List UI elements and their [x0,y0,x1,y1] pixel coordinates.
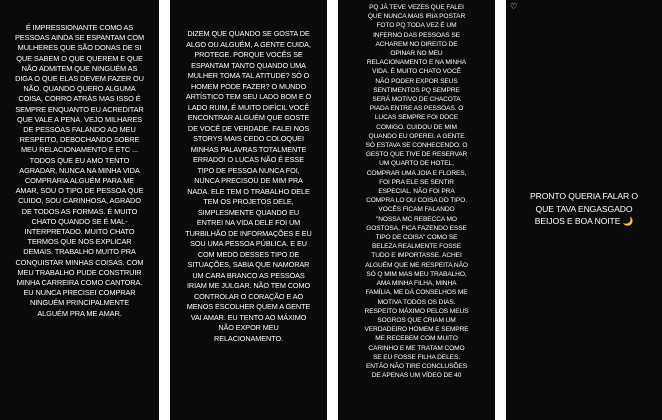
story-panel-1[interactable] [0,0,159,420]
story-text-4: PRONTO QUERIA FALAR O QUE TAVA ENGASGADO BEIJOS E BOA NOITE 🌙 [529,191,639,226]
story-panel-2[interactable] [170,0,327,420]
story-text-3: PQ JÁ TEVE VEZES QUE FALEI QUE NUNCA MAIS IRIA POSTAR FOTO PQ TODA VEZ É UM INFERNO DAS PESSOAS SE ACHAREM NO DIREITO DE OPINAR NO MEU RELACIONAMENTO E NA MINHA VIDA. É MUITO CHATO VOCÊ NÃO PODER EXPOR SEUS SENTIMENTOS PQ SEMPRE SERÁ MOTIVO DE CHACOTA PIADA ENTRE AS PESSOAS. O LUCAS SEMPRE FOI DOCE COMIGO. CUIDOU DE MIM QUANDO EU OPEREI. A GENTE SÓ ESTAVA SE CONHECENDO. O GESTO QUE TIVE DE RESERVAR UM QUARTO DE HOTEL, COMPRAR UMA JOIA E FLORES, FOI PRA ELE SE SENTIR ESPECIAL. NÃO FOI PRA COMPRA LO OU COISA DO TIPO. VOCÊS FICAM FALANDO "NOSSA MC REBECCA MO GOSTOSA, FICA FAZENDO ESSE TIPO DE COISA" COMO SE BELEZA REALMENTE FOSSE TUDO E IMPORTASSE. ACHEI ALGUÉM QUE ME RESPEITA NÃO SÓ Q MIM MAS MEU TRABALHO, AMA MINHA FILHA, MINHA FAMÍLIA, ME DÁ CONSELHOS ME MOTIVA TODOS OS DIAS. RESPEITO MÁXIMO PELOS MEUS SOGROS QUE CRIAM UM VERDADEIRO HOMEM E SEMPRE ME RECEBEM COM MUITO CARINHO E ME TRATAM COMO SE EU FOSSE FILHA DELES. ENTÃO NÃO TIRE CONCLUSÕES DE APENAS UM VÍDEO DE 40 [364,4,469,380]
story-panel-4[interactable] [506,0,662,420]
story-text-2: DIZEM QUE QUANDO SE GOSTA DE ALGO OU ALGUÉM, A GENTE CUIDA, PROTEGE. PORQUE VOCÊS SE ESPANTAM TANTO QUANDO UMA MULHER TOMA TAL ATITUDE? SÓ O HOMEM PODE FAZER? O MUNDO ARTÍSTICO TEM SEU LADO BOM E O LADO RUIM, É MUITO DIFÍCIL VOCÊ ENCONTRAR ALGUÉM QUE GOSTE DE VOCÊ DE VERDADE. FALEI NOS STORYS MAIS CEDO COLOQUEI MINHAS PALAVRAS TOTALMENTE ERRADO! O LUCAS NÃO É ESSE TIPO DE PESSOA NUNCA FOI, NUNCA PRECISOU DE MIM PRA NADA. ELE TEM O TRABALHO DELE TEM OS PROJETOS DELE, SIMPLESMENTE QUANDO EU ENTREI NA VIDA DELE FOI UM TURBILHÃO DE INFORMAÇÕES E EU SOU UMA PESSOA PÚBLICA. E EU COM MEDO DESSES TIPO DE SITUAÇÕES, SABIA QUE NAMORAR UM CARA BRANCO AS PESSOAS IRIAM ME JULGAR. NÃO TEM COMO CONTROLAR O CORAÇÃO E AO MENOS ESCOLHER QUEM A GENTE VAI AMAR. EU TENTO AO MÁXIMO NÃO EXPOR MEU RELACIONAMENTO. [185,29,312,343]
story-panel-3[interactable] [338,0,495,420]
story-text-1: É IMPRESSIONANTE COMO AS PESSOAS AINDA SE ESPANTAM COM MULHERES QUE SÃO DONAS DE SI QUE SABEM O QUE QUEREM E QUE NÃO ADMITEM QUE NINGUÉM AS DIGA O QUE ELAS DEVEM FAZER OU NÃO. QUANDO QUERO ALGUMA COISA, CORRO ATRÁS MAS ISSO É SEMPRE ENQUANTO EU ACREDITAR QUE VALE A PENA. VEJO MILHARES DE PESSOAS FALANDO AO MEU RESPEITO, DEBOCHANDO SOBRE MEU RELACIONAMENTO E ETC ... TODOS QUE EU AMO TENTO AGRADAR, NUNCA NA MINHA VIDA COMPRARIA ALGUÉM PARA ME AMAR, SOU O TIPO DE PESSOA QUE CUIDO, SOU CARINHOSA, AGRADO DE TODOS AS FORMAS. É MUITO CHATO QUANDO SE É MAL- INTERPRETADO. MUITO CHATO TERMOS QUE NOS EXPLICAR DEMAIS. TRABALHO MUITO PRA CONQUISTAR MINHAS COISAS. COM MEU TRABALHO PUDE CONSTRUIR MINHA CARREIRA COMO CANTORA. EU NUNCA PRECISEI COMPRAR NINGUÉM PRINCIPALMENTE ALGUÉM PRA ME AMAR. [14,23,145,318]
heart-icon: ♡ [510,2,518,11]
